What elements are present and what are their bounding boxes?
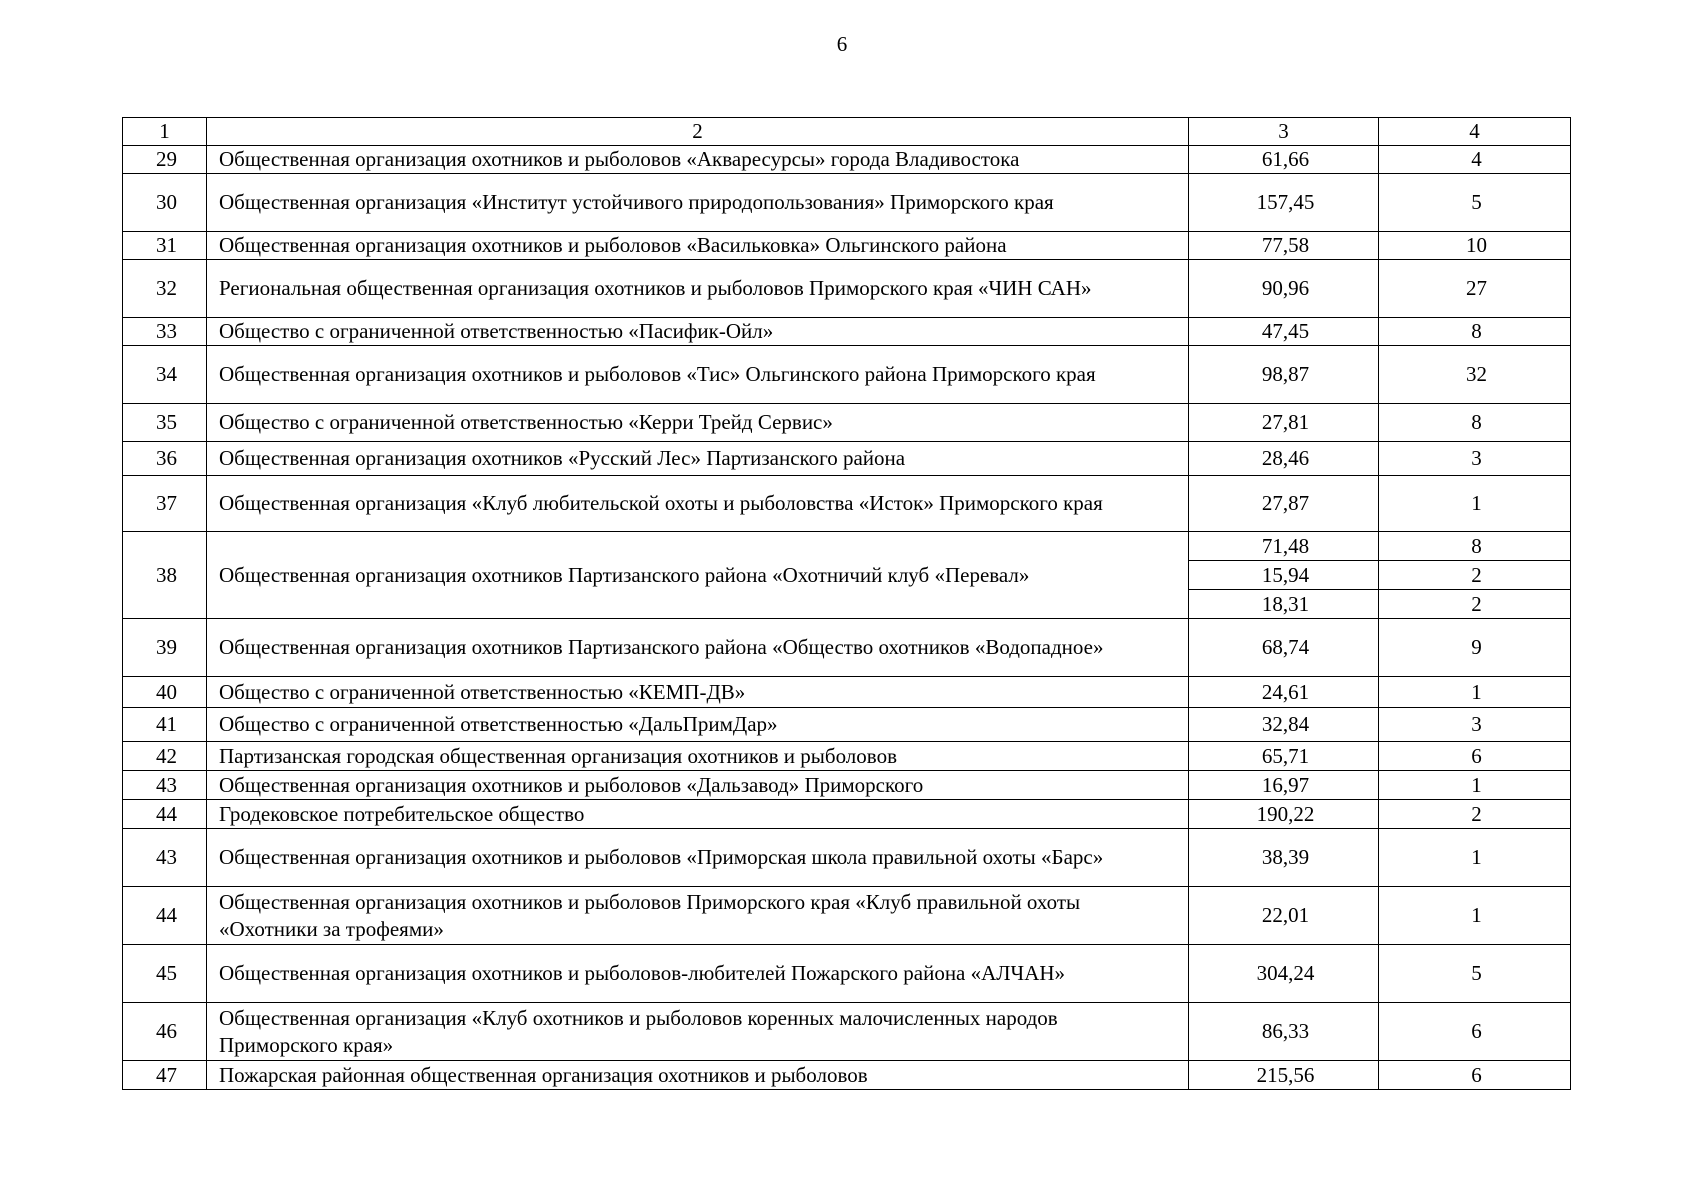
row-number: 46 (123, 1003, 207, 1061)
area-value: 28,46 (1189, 442, 1379, 476)
count-value: 3 (1379, 442, 1571, 476)
count-value: 5 (1379, 174, 1571, 232)
organization-name: Общественная организация охотников и рыболовов Приморского края «Клуб правильной охоты «Охотники за трофеями» (207, 887, 1189, 945)
row-number: 43 (123, 829, 207, 887)
count-value: 6 (1379, 742, 1571, 771)
table-body (123, 118, 1571, 1090)
organization-name: Общественная организация «Клуб охотников и рыболовов коренных малочисленных народов Приморского края» (207, 1003, 1189, 1061)
count-value: 1 (1379, 829, 1571, 887)
organization-name: Общественная организация охотников «Русский Лес» Партизанского района (207, 442, 1189, 476)
row-number: 38 (123, 532, 207, 619)
header-row (123, 118, 1571, 146)
table-row (123, 887, 1571, 945)
organization-name: Пожарская районная общественная организация охотников и рыболовов (207, 1061, 1189, 1090)
registry-table (122, 117, 1571, 1090)
organization-name: Гродековское потребительское общество (207, 800, 1189, 829)
organization-name: Общественная организация охотников Партизанского района «Охотничий клуб «Перевал» (207, 532, 1189, 619)
count-value: 6 (1379, 1061, 1571, 1090)
table-row (123, 442, 1571, 476)
count-value: 9 (1379, 619, 1571, 677)
table-row (123, 476, 1571, 532)
table-row (123, 346, 1571, 404)
organization-name: Общественная организация охотников и рыболовов «Дальзавод» Приморского (207, 771, 1189, 800)
row-number: 31 (123, 232, 207, 260)
organization-name: Общественная организация охотников и рыболовов «Тис» Ольгинского района Приморского края (207, 346, 1189, 404)
organization-name: Региональная общественная организация охотников и рыболовов Приморского края «ЧИН САН» (207, 260, 1189, 318)
organization-name: Общественная организация охотников и рыболовов «Приморская школа правильной охоты «Барс» (207, 829, 1189, 887)
count-value: 8 (1379, 532, 1571, 561)
row-number: 45 (123, 945, 207, 1003)
count-value: 8 (1379, 404, 1571, 442)
area-value: 22,01 (1189, 887, 1379, 945)
row-number: 43 (123, 771, 207, 800)
row-number: 34 (123, 346, 207, 404)
count-value: 6 (1379, 1003, 1571, 1061)
area-value: 190,22 (1189, 800, 1379, 829)
header-cell-1: 1 (123, 118, 207, 146)
table-row (123, 146, 1571, 174)
row-number: 39 (123, 619, 207, 677)
count-value: 5 (1379, 945, 1571, 1003)
organization-name: Общественная организация охотников Партизанского района «Общество охотников «Водопадное» (207, 619, 1189, 677)
count-value: 10 (1379, 232, 1571, 260)
row-number: 37 (123, 476, 207, 532)
row-number: 36 (123, 442, 207, 476)
count-value: 1 (1379, 887, 1571, 945)
table-row (123, 829, 1571, 887)
table-row (123, 1003, 1571, 1061)
area-value: 71,48 (1189, 532, 1379, 561)
area-value: 32,84 (1189, 708, 1379, 742)
table-row (123, 1061, 1571, 1090)
row-number: 29 (123, 146, 207, 174)
count-value: 1 (1379, 677, 1571, 708)
row-number: 47 (123, 1061, 207, 1090)
table-row (123, 771, 1571, 800)
header-cell-4: 4 (1379, 118, 1571, 146)
organization-name: Партизанская городская общественная организация охотников и рыболовов (207, 742, 1189, 771)
area-value: 27,81 (1189, 404, 1379, 442)
organization-name: Общественная организация охотников и рыболовов «Васильковка» Ольгинского района (207, 232, 1189, 260)
area-value: 304,24 (1189, 945, 1379, 1003)
count-value: 2 (1379, 561, 1571, 590)
area-value: 68,74 (1189, 619, 1379, 677)
area-value: 24,61 (1189, 677, 1379, 708)
organization-name: Общественная организация «Институт устойчивого природопользования» Приморского края (207, 174, 1189, 232)
row-number: 42 (123, 742, 207, 771)
organization-name: Общество с ограниченной ответственностью «Керри Трейд Сервис» (207, 404, 1189, 442)
area-value: 77,58 (1189, 232, 1379, 260)
area-value: 27,87 (1189, 476, 1379, 532)
count-value: 2 (1379, 590, 1571, 619)
area-value: 98,87 (1189, 346, 1379, 404)
table-row (123, 800, 1571, 829)
area-value: 61,66 (1189, 146, 1379, 174)
table-row (123, 174, 1571, 232)
count-value: 1 (1379, 476, 1571, 532)
table-row (123, 742, 1571, 771)
row-number: 44 (123, 887, 207, 945)
row-number: 32 (123, 260, 207, 318)
area-value: 47,45 (1189, 318, 1379, 346)
table-row (123, 318, 1571, 346)
count-value: 2 (1379, 800, 1571, 829)
row-number: 40 (123, 677, 207, 708)
row-number: 44 (123, 800, 207, 829)
table-row (123, 260, 1571, 318)
row-number: 33 (123, 318, 207, 346)
row-number: 41 (123, 708, 207, 742)
organization-name: Общественная организация охотников и рыболовов «Акваресурсы» города Владивостока (207, 146, 1189, 174)
table-row (123, 404, 1571, 442)
area-value: 18,31 (1189, 590, 1379, 619)
organization-name: Общество с ограниченной ответственностью «ДальПримДар» (207, 708, 1189, 742)
header-cell-2: 2 (207, 118, 1189, 146)
area-value: 157,45 (1189, 174, 1379, 232)
count-value: 4 (1379, 146, 1571, 174)
header-cell-3: 3 (1189, 118, 1379, 146)
count-value: 8 (1379, 318, 1571, 346)
area-value: 215,56 (1189, 1061, 1379, 1090)
count-value: 27 (1379, 260, 1571, 318)
page-number: 6 (836, 32, 848, 56)
organization-name: Общественная организация «Клуб любительской охоты и рыболовства «Исток» Приморского края (207, 476, 1189, 532)
organization-name: Общество с ограниченной ответственностью «Пасифик-Ойл» (207, 318, 1189, 346)
organization-name: Общественная организация охотников и рыболовов-любителей Пожарского района «АЛЧАН» (207, 945, 1189, 1003)
row-number: 30 (123, 174, 207, 232)
area-value: 38,39 (1189, 829, 1379, 887)
area-value: 65,71 (1189, 742, 1379, 771)
area-value: 15,94 (1189, 561, 1379, 590)
count-value: 1 (1379, 771, 1571, 800)
area-value: 86,33 (1189, 1003, 1379, 1061)
area-value: 16,97 (1189, 771, 1379, 800)
row-number: 35 (123, 404, 207, 442)
table-row (123, 677, 1571, 708)
table-row (123, 708, 1571, 742)
area-value: 90,96 (1189, 260, 1379, 318)
count-value: 32 (1379, 346, 1571, 404)
table-row (123, 232, 1571, 260)
table-row (123, 945, 1571, 1003)
table-row (123, 532, 1571, 561)
table-row (123, 619, 1571, 677)
organization-name: Общество с ограниченной ответственностью «КЕМП-ДВ» (207, 677, 1189, 708)
count-value: 3 (1379, 708, 1571, 742)
